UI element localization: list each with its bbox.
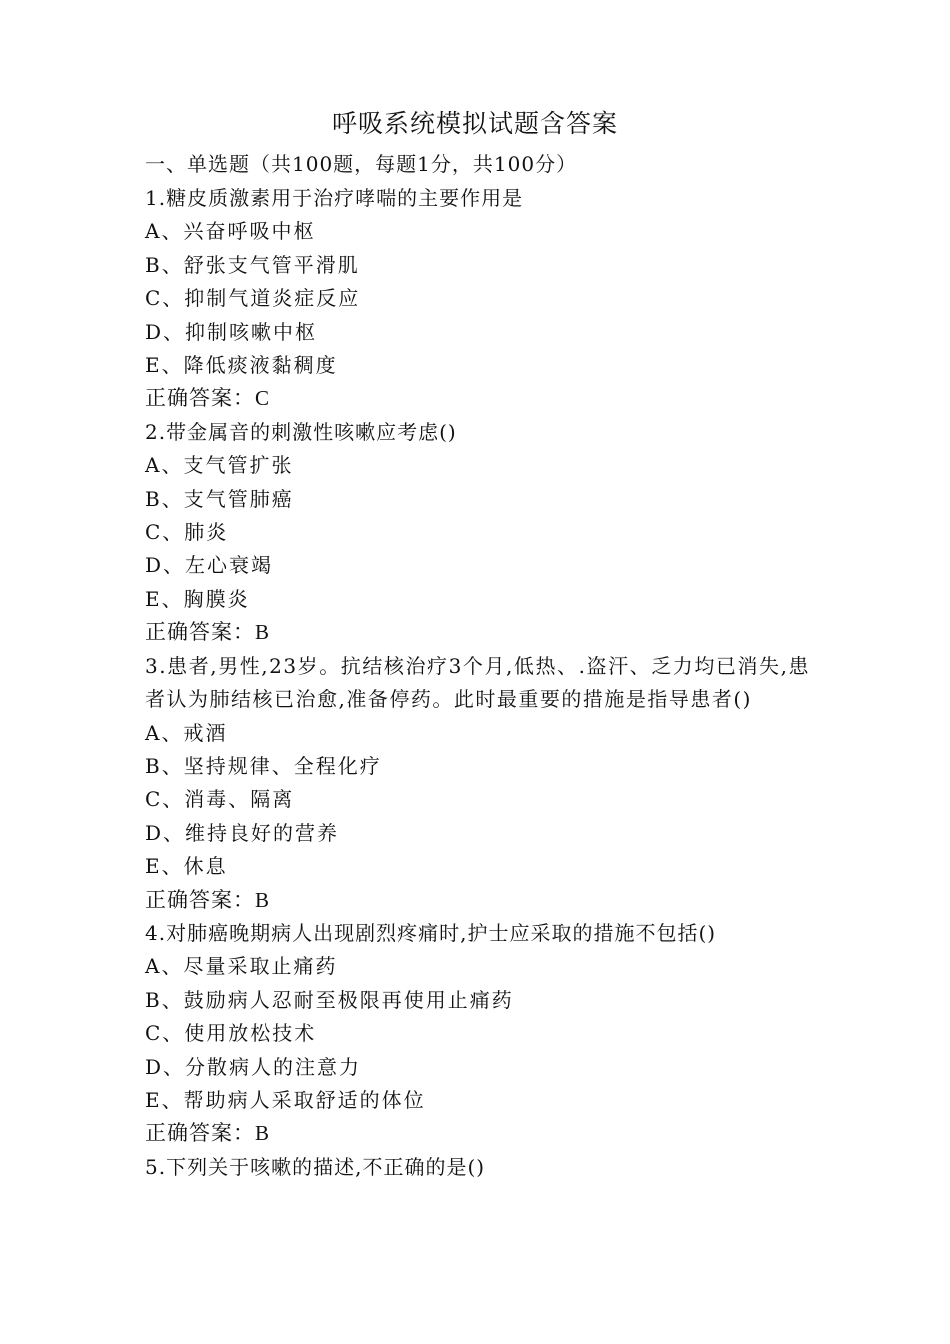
option-a: A、尽量采取止痛药 (145, 954, 338, 979)
question-stem: 2.带金属音的刺激性咳嗽应考虑() (145, 419, 457, 444)
section-heading: 一、单选题（共100题，每题1分，共100分） (145, 152, 578, 176)
option-e: E、降低痰液黏稠度 (145, 353, 338, 378)
correct-answer: 正确答案：B (145, 887, 271, 912)
option-c: C、使用放松技术 (145, 1021, 317, 1046)
option-b: B、支气管肺癌 (145, 486, 294, 511)
document-title: 呼吸系统模拟试题含答案 (331, 109, 618, 138)
option-e: E、帮助病人采取舒适的体位 (145, 1087, 426, 1112)
option-d: D、抑制咳嗽中枢 (145, 319, 318, 344)
option-c: C、消毒、隔离 (145, 787, 295, 812)
correct-answer: 正确答案：C (145, 386, 271, 411)
question-block (145, 917, 810, 1151)
option-b: B、坚持规律、全程化疗 (145, 753, 382, 778)
option-c: C、抑制气道炎症反应 (145, 286, 361, 311)
option-a: A、兴奋呼吸中枢 (145, 219, 316, 244)
question-block (145, 182, 810, 416)
correct-answer: 正确答案：B (145, 620, 271, 645)
option-e: E、休息 (145, 854, 228, 879)
option-a: A、支气管扩张 (145, 453, 294, 478)
question-block (145, 650, 810, 917)
option-d: D、维持良好的营养 (145, 820, 340, 845)
question-stem: 4.对肺癌晚期病人出现剧烈疼痛时,护士应采取的措施不包括() (145, 920, 717, 945)
question-block (145, 416, 810, 650)
question-stem: 1.糖皮质激素用于治疗哮喘的主要作用是 (145, 186, 524, 210)
option-e: E、胸膜炎 (145, 586, 250, 611)
option-b: B、舒张支气管平滑肌 (145, 252, 360, 277)
question-stem: 3.患者,男性,23岁。抗结核治疗3个月,低热、.盗汗、乏力均已消失,患者认为肺结核已治愈,准备停药。此时最重要的措施是指导患者() (145, 653, 810, 712)
option-d: D、分散病人的注意力 (145, 1054, 362, 1079)
option-b: B、鼓励病人忍耐至极限再使用止痛药 (145, 987, 514, 1012)
option-c: C、肺炎 (145, 520, 229, 545)
question-stem: 5.下列关于咳嗽的描述,不正确的是() (145, 1154, 486, 1179)
option-a: A、戒酒 (145, 720, 228, 745)
question-list (145, 182, 810, 1184)
correct-answer: 正确答案：B (145, 1121, 271, 1146)
question-block (145, 1151, 810, 1184)
option-d: D、左心衰竭 (145, 553, 274, 578)
